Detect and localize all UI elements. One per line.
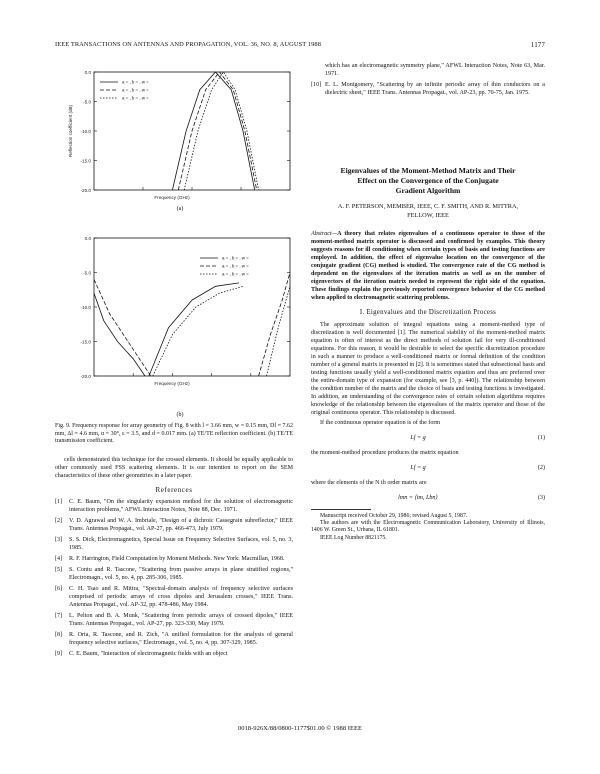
copyright-footer: 0018-926X/88/0800-1177$01.00 © 1988 IEEE [237,725,363,732]
reference-item [55,517,293,533]
body-paragraph-1: The approximate solution of integral equations using a moment-method type of discretization is well documented [1]. The numerical stability of the moment-method matrix equation is often of interest as the direct methods of solution fail for very ill-conditioned equations. For this reason, it would be desirable to select the specific discretization procedure in such a manner to produce a well-conditioned matrix or formal definition of the condition number of a general matrix is presented in [2]. It is sometimes stated that subsectional basis and testing functions usually yield a well-conditioned matrix equation and thus are preferred over the entire-domain type of expansion (for example, see [3, p. 440]). The relationship between the condition number of the matrix and the choice of basis and testing functions is investigated. In addition, an understanding of the convergence rates of certain solution algorithms requires knowledge of the relationship between the eigenvalues of the matrix operator and those of the original continuous operator. This relationship is discussed. [311,322,545,416]
figure-9b [60,228,300,388]
authors-line-1: A. F. PETERSON, MEMBER, IEEE, C. F. SMITH, AND R. MITTRA, [337,203,519,210]
references-list [55,498,293,658]
series-line [184,72,258,190]
reference-text: C. E. Baum, "Interaction of electromagnetic fields with an object [69,650,228,657]
right-column [311,62,545,542]
reference-number: [8] [55,631,63,638]
series-line [153,286,243,376]
authors-line-2: FELLOW, IEEE [407,212,449,219]
title-line-1: Eigenvalues of the Moment-Method Matrix and Their [340,166,516,175]
y-tick-label: -20.0 [80,188,91,193]
series-line [267,286,291,376]
reference-text: V. D. Agrawal and W. A. Imbriale, "Design of a dichroic Cassegrain subreflector," IEEE Trans. Antennas Propagat., vol. AP-27, pp. 466-473, July 1979. [69,517,293,532]
series-line [94,279,151,376]
reference-number: [10] [311,82,322,88]
series-line [178,72,256,190]
equation-3-number: (3) [537,495,545,501]
y-tick-label: -15.0 [80,158,91,164]
reference-text: R. F. Harrington, Field Computation by Moment Methods. New York: Macmillan, 1968. [69,555,285,562]
equation-2-text: Lf = g [410,465,426,471]
reference-number: [4] [55,555,63,562]
figure-caption: Fig. 9. Frequency response for array geometry of Fig. 8 with l = 3.66 mm, w = 0.15 mm, Dl = 7.62 mm, Δl = 4.6 mm, α = 30°, ε = 3.5, and d = 0.017 mm. (a) TE/TE reflection coefficient. (b) TE/TE transmission coefficient. [55,423,293,445]
reference-number: [7] [55,612,63,619]
legend-entry: a = , b = , w = [122,95,149,101]
reference-number: [2] [55,517,63,524]
reference-text: C. H. Tsao and R. Mittra, "Spectral-domain analysis of frequency selective surfaces comprised of periodic arrays of cross dipoles and Jerusalem crosses," IEEE Trans. Antennas Propagat., vol. AP-32, pp. 478-486, May 1984. [69,585,293,608]
reference-number: [5] [55,566,63,573]
references-heading: References [155,485,193,494]
running-header [55,41,545,53]
body-paragraph-3: the moment-method procedure produces the matrix equation [311,450,459,456]
section-heading: I. Eigenvalues and the Discretization Process [359,309,497,316]
reference-item [55,498,293,514]
reference-number: [6] [55,585,63,592]
reference-text: S. Contu and R. Tascone, "Scattering from passive arrays in plane stratified regions," Electromagn., vol. 5, no. 4, pp. 285-306, 1985. [69,566,293,581]
footnote-1: Manuscript received October 29, 1986; revised August 5, 1987. [320,513,468,519]
equation-1-text: Lf = g [410,435,426,441]
series-line [259,273,290,377]
y-tick-label: 0.0 [84,70,91,75]
legend-entry: a = , b = , w = [222,271,249,277]
reference-text: E. L. Montgomery, "Scattering by an infinite periodic array of thin conductors on a dielectric sheet," IEEE Trans. Antennas Propagat., vol. AP-23, pp. 70-75, Jan. 1975. [325,82,545,96]
legend-entry: a = , b = , w = [222,263,249,269]
reference-item [55,555,293,563]
chart-b [60,228,300,388]
series-line [172,72,254,190]
x-axis-label: Frequency (GHz) [154,195,190,200]
reference-text: R. Orta, R. Tascone, and R. Zich, "A unified formulation for the analysis of general frequency selective surfaces," Electromagn., vol. 5, no. 4, pp. 307-329, 1985. [69,631,293,646]
abstract-text: A theory that relates eigenvalues of a continuous operator to those of the moment-method matrix operator is discussed and confirmed by examples. This theory suggests reasons for ill conditioning when certain types of basis and testing functions are employed. In addition, the effect of eigenvalue location on the convergence of the conjugate gradient (CG) method is studied. The convergence rate of the CG method is dependent on the eigenvalues of the iteration matrix as well as on the number of eigenvectors of the iteration matrix needed to represent the right side of the equation. These findings explain the previously reported convergence behavior of the CG method when applied to electromagnetic scattering problems. [311,231,545,301]
y-tick-label: -5.0 [83,270,91,276]
legend-entry: a = , b = , w = [122,87,149,93]
article-title [311,166,545,196]
plot-frame [94,238,290,376]
y-tick-label: 0.0 [84,236,91,241]
equation-1 [311,434,545,442]
reference-number: [9] [55,650,63,657]
references-continued [311,62,545,97]
y-tick-label: -5.0 [83,99,91,105]
equation-2-number: (2) [537,465,545,471]
panel-label-b: (b) [176,412,184,418]
y-axis-label: Reflection coefficient (dB) [68,104,73,158]
reference-text: which has an electromagnetic symmetry plane," AFWL Interaction Notes, Note 63, Mar. 1971. [325,63,545,77]
panel-label-a: (a) [176,206,184,212]
abstract [311,230,545,302]
reference-item [55,650,293,658]
reference-text: C. E. Baum, "On the singularity expansion method for the solution of electromagnetic interaction problems," AFWL Interaction Notes, Note 88, Dec. 1971. [69,498,293,513]
reference-item [55,585,293,609]
body-paragraph-4: where the elements of the N th order matrix are [311,480,427,486]
reference-item [55,612,293,628]
series-line [149,283,239,376]
reference-item [55,536,293,552]
chart-a [60,62,300,202]
equation-1-number: (1) [537,435,545,441]
reference-item [311,81,545,97]
authors [311,202,545,220]
y-tick-label: -15.0 [80,339,91,345]
reference-number: [3] [55,536,63,543]
left-paragraph: cells demonstrated this technique for the crossed elements. It should be equally applicable to other commonly used FSS scattering elements. It is our intention to report on the SEM characteristics of these other geometries in a later paper. [55,456,293,479]
series-line [94,293,145,376]
legend-entry: a = , b = , w = [222,255,249,261]
abstract-label: Abstract— [311,231,338,237]
reference-item [55,566,293,582]
equation-2 [311,464,545,472]
reference-item [55,631,293,647]
legend-entry: a = , b = , w = [122,79,149,85]
reference-number [311,62,325,78]
title-line-3: Gradient Algorithm [395,186,461,195]
page-number: 1177 [530,41,545,49]
footnote-3: IEEE Log Number 8821175. [320,534,387,541]
reference-text: S. S. Dick, Electromagnetics, Special Issue on Frequency Selective Surfaces, vol. 5, no. 3, 1985. [69,536,293,551]
equation-3 [311,494,545,502]
title-line-2: Effect on the Convergence of the Conjugate [357,176,499,185]
figure-9a [60,62,300,202]
reference-item [311,62,545,78]
reference-number: [1] [55,498,63,505]
y-tick-label: -10.0 [80,305,91,310]
left-column [55,423,293,661]
equation-3-text: lmn = ⟨tm, Lbn⟩ [398,495,438,501]
journal-header: IEEE TRANSACTIONS ON ANTENNAS AND PROPAGATION, VOL. 36, NO. 8, AUGUST 1988 [55,41,321,48]
x-axis-label: Frequency (GHz) [154,381,190,386]
y-tick-label: -20.0 [80,374,91,379]
body-paragraph-2: If the continuous operator equation is of the form [320,420,441,426]
footnote-rule [311,509,371,510]
y-tick-label: -10.0 [80,129,91,134]
footnote-2: The authors are with the Electromagnetic Communication Laboratory, University of Illinois, 1406 W. Green St., Urbana, IL 61801. [311,520,545,534]
reference-text: L. Pelton and B. A. Munk, "Scattering from periodic arrays of crossed dipoles," IEEE Trans. Antennas Propagat., vol. AP-27, pp. 323-330, May 1979. [69,612,293,627]
